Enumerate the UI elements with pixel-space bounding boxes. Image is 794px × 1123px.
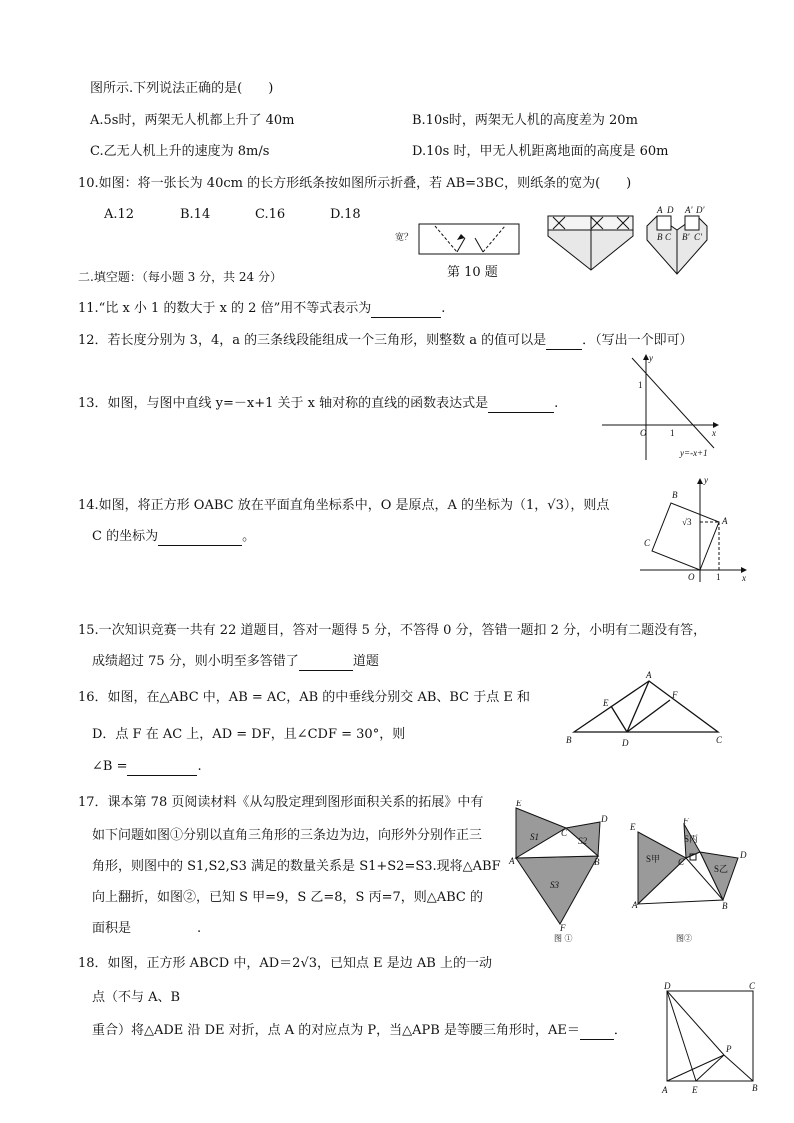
q10-label-d-prime: D': [696, 205, 705, 215]
q16-label-c: C: [716, 735, 723, 745]
q18-answer-blank[interactable]: [580, 1025, 614, 1040]
q18-label-d: D: [664, 981, 671, 991]
q17-fig1-label-f: F: [560, 923, 566, 932]
q16-label-e: E: [603, 698, 609, 708]
q18-label-c: C: [749, 981, 756, 991]
q14-line1: 14.如图，将正方形 OABC 放在平面直角坐标系中，O 是原点，A 的坐标为（1，√3），则点: [78, 498, 610, 513]
q17-fig2-label-s-yi: S乙: [714, 864, 729, 874]
q17-figure-2: [628, 818, 758, 910]
q17-line2: 如下问题如图①分别以直角三角形的三条边为边，向形外分别作正三: [92, 828, 483, 843]
q17-fig2-label-f: F: [683, 818, 689, 826]
q16-label-b: B: [566, 735, 572, 745]
q17-fig2-label-b: B: [722, 901, 728, 910]
q14-label-x: x: [742, 573, 746, 583]
q15-line1: 15.一次知识竞赛一共有 22 道题目，答对一题得 5 分，不答得 0 分，答错一题扣 2 分，小明有二题没有答，: [78, 623, 707, 638]
q17-figure-1-caption: 图 ①: [554, 934, 573, 943]
q17-fig1-label-d: D: [601, 814, 608, 824]
q18-line2: 点（不与 A、B: [92, 990, 181, 1005]
q17-fig2-label-s-jia: S甲: [646, 854, 661, 864]
q18-label-p: P: [726, 1044, 732, 1054]
q14-label-sqrt3: √3: [682, 517, 692, 527]
q13-text: 13．如图，与图中直线 y=－x+1 关于 x 轴对称的直线的函数表达式是 .: [78, 396, 559, 411]
q14-line2: C 的坐标为 。: [92, 529, 256, 544]
q13-label-line: y=-x+1: [680, 448, 708, 458]
q9-option-b: B.10s时，两架无人机的高度差为 20m: [412, 113, 638, 128]
q11-answer-blank[interactable]: [371, 303, 441, 318]
q17-answer-blank[interactable]: [131, 924, 197, 938]
q17-fig1-label-s1: S1: [530, 832, 539, 842]
q10-label-c: C: [665, 232, 672, 242]
q10-label-d: D: [667, 205, 674, 215]
q14-label-y: y: [704, 475, 708, 485]
q10-label-c-prime: C': [694, 232, 702, 242]
q17-fig2-label-d: D: [740, 850, 747, 860]
q10-label-b: B: [657, 232, 663, 242]
q12-text: 12．若长度分别为 3，4，a 的三条线段能组成一个三角形，则整数 a 的值可以是 ．（写出一个即可）: [78, 333, 693, 348]
q14-figure: [638, 474, 753, 584]
section2-title: 二.填空题：（每小题 3 分，共 24 分）: [78, 270, 282, 284]
q17-fig1-label-s2: S2: [578, 836, 587, 846]
q12-answer-blank[interactable]: [546, 335, 582, 350]
q13-figure: [598, 352, 723, 462]
q13-answer-blank[interactable]: [488, 398, 554, 413]
q10-figure: [395, 204, 715, 284]
q17-fig2-label-a: A: [632, 900, 638, 910]
q15-line2: 成绩超过 75 分，则小明至多答错了 道题: [92, 654, 379, 669]
q10-label-a-prime: A': [685, 205, 693, 215]
q18-line3: 重合）将△ADE 沿 DE 对折，点 A 的对应点为 P，当△APB 是等腰三角形时，AE＝ ．: [92, 1023, 627, 1038]
q16-label-f: F: [672, 690, 678, 700]
q17-figure-1: [508, 800, 612, 932]
q16-figure: [560, 668, 730, 750]
q17-fig2-label-s-bing: S丙: [684, 834, 699, 844]
q9-option-a: A.5s时，两架无人机都上升了 40m: [90, 113, 295, 128]
q10-option-a: A.12: [104, 207, 135, 222]
q17-line1: 17．课本第 78 页阅读材料《从勾股定理到图形面积关系的拓展》中有: [78, 795, 484, 810]
q18-label-a: A: [662, 1085, 668, 1095]
q17-fig2-label-e: E: [630, 822, 636, 832]
q17-fig2-label-c: C: [678, 857, 685, 867]
q13-label-origin: O: [640, 428, 647, 438]
q17-fig1-label-a: A: [509, 856, 515, 866]
q10-label-b-prime: B': [682, 232, 690, 242]
q17-fig1-label-s3: S3: [550, 880, 559, 890]
q18-figure: [656, 980, 764, 1096]
q10-option-c: C.16: [255, 207, 286, 222]
q9-option-d: D.10s 时，甲无人机距离地面的高度是 60m: [412, 144, 669, 159]
q10-figure-caption: 第 10 题: [447, 265, 498, 280]
q17-line5: 面积是 .: [92, 921, 202, 936]
q13-label-one-x: 1: [670, 428, 675, 438]
q14-label-a: A: [722, 516, 728, 526]
q17-fig1-label-c: C: [561, 828, 568, 838]
q17-figure-2-caption: 图②: [676, 934, 692, 943]
q17-line3: 角形，则图中的 S1,S2,S3 满足的数量关系是 S1+S2=S3.现将△ABF: [92, 859, 501, 874]
q14-label-o: O: [688, 572, 695, 582]
q16-line1: 16．如图，在△ABC 中，AB = AC，AB 的中垂线分别交 AB、BC 于点 E 和: [78, 690, 531, 705]
q16-label-a: A: [646, 670, 652, 680]
q13-label-y: y: [649, 353, 653, 363]
q10-width-label: 宽？: [395, 232, 414, 242]
q9-option-c: C.乙无人机上升的速度为 8m/s: [90, 144, 270, 159]
q16-line2: D．点 F 在 AC 上，AD = DF，且∠CDF = 30°，则: [92, 727, 406, 742]
q16-line3: ∠B = .: [92, 759, 202, 774]
q13-label-x: x: [712, 428, 716, 438]
q14-label-c: C: [644, 538, 651, 548]
q16-answer-blank[interactable]: [127, 761, 197, 776]
q9-stem-tail: 图所示.下列说法正确的是( ): [90, 81, 274, 96]
q10-label-a: A: [657, 205, 663, 215]
q15-answer-blank[interactable]: [299, 656, 353, 671]
q17-line4: 向上翻折，如图②，已知 S 甲=9，S 乙=8，S 丙=7，则△ABC 的: [92, 890, 483, 905]
q17-fig1-label-b: B: [594, 857, 600, 867]
q10-stem: 10.如图：将一张长为 40cm 的长方形纸条按如图所示折叠，若 AB=3BC，则纸条的宽为( ): [78, 176, 632, 191]
q16-label-d: D: [622, 738, 629, 748]
q14-answer-blank[interactable]: [158, 531, 242, 546]
q10-option-d: D.18: [330, 207, 361, 222]
q10-option-b: B.14: [180, 207, 211, 222]
q11-text: 11.“比 x 小 1 的数大于 x 的 2 倍”用不等式表示为 .: [78, 301, 446, 316]
q17-fig1-label-e: E: [516, 800, 522, 808]
q18-label-e: E: [692, 1085, 698, 1095]
q18-line1: 18．如图，正方形 ABCD 中，AD＝2√3，已知点 E 是边 AB 上的一动: [78, 956, 492, 971]
q14-label-b: B: [672, 490, 678, 500]
q13-label-one-y: 1: [638, 380, 643, 390]
q14-label-one: 1: [716, 572, 721, 582]
q18-label-b: B: [752, 1083, 758, 1093]
